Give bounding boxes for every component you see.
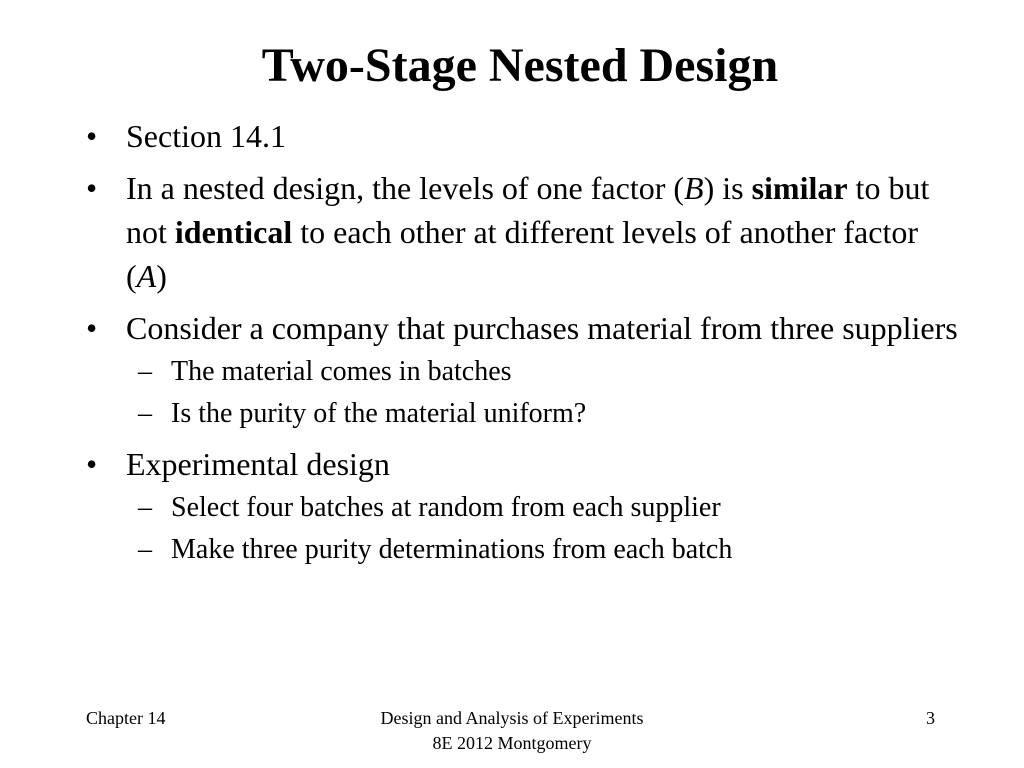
footer-chapter: Chapter 14 (86, 708, 166, 728)
footer-book-title (362, 706, 662, 756)
sub-bullet-item (86, 396, 966, 432)
footer-book-line-1: Design and Analysis of Experiments (380, 708, 644, 728)
bullet-item-section (86, 114, 966, 158)
dash-marker: – (138, 492, 152, 523)
sub-bullet-text: The material comes in batches (171, 356, 512, 387)
bullet-item-experimental-design (86, 442, 966, 486)
bullet-text-part: to each other at different levels of another factor ( (126, 214, 918, 294)
sub-bullet-item (86, 354, 966, 390)
bullet-item-company-example (86, 306, 966, 350)
sub-bullet-text: Make three purity determinations from each batch (171, 534, 733, 565)
bullet-text-part: to but not (126, 170, 930, 250)
slide-number: 3 (926, 708, 935, 728)
bullet-item-nested-definition (86, 166, 966, 298)
factor-b-variable: B (684, 170, 704, 206)
slide-title: Two-Stage Nested Design (261, 39, 779, 92)
bullet-text-part: In a nested design, the levels of one factor ( (126, 170, 685, 206)
bullet-text-part: ) (156, 258, 167, 294)
bullet-text: Section 14.1 (126, 118, 286, 154)
dash-marker: – (138, 534, 152, 565)
footer-book-line-2: 8E 2012 Montgomery (432, 733, 592, 753)
bullet-marker: • (86, 310, 98, 346)
factor-a-variable: A (136, 258, 157, 294)
bullet-text: Experimental design (126, 446, 390, 482)
bullet-marker: • (86, 118, 98, 154)
bold-term-similar: similar (751, 170, 848, 206)
dash-marker: – (138, 356, 152, 387)
bullet-marker: • (86, 446, 98, 482)
sub-bullet-item (86, 490, 966, 526)
bullet-text-part: ) is (703, 170, 752, 206)
sub-bullet-text: Select four batches at random from each supplier (171, 492, 721, 523)
bullet-marker: • (86, 170, 98, 206)
dash-marker: – (138, 398, 152, 429)
bullet-text: Consider a company that purchases material from three suppliers (126, 310, 958, 346)
sub-bullet-text: Is the purity of the material uniform? (171, 398, 587, 429)
bold-term-identical: identical (174, 214, 293, 250)
sub-bullet-item (86, 532, 966, 568)
slide-body (86, 114, 966, 578)
